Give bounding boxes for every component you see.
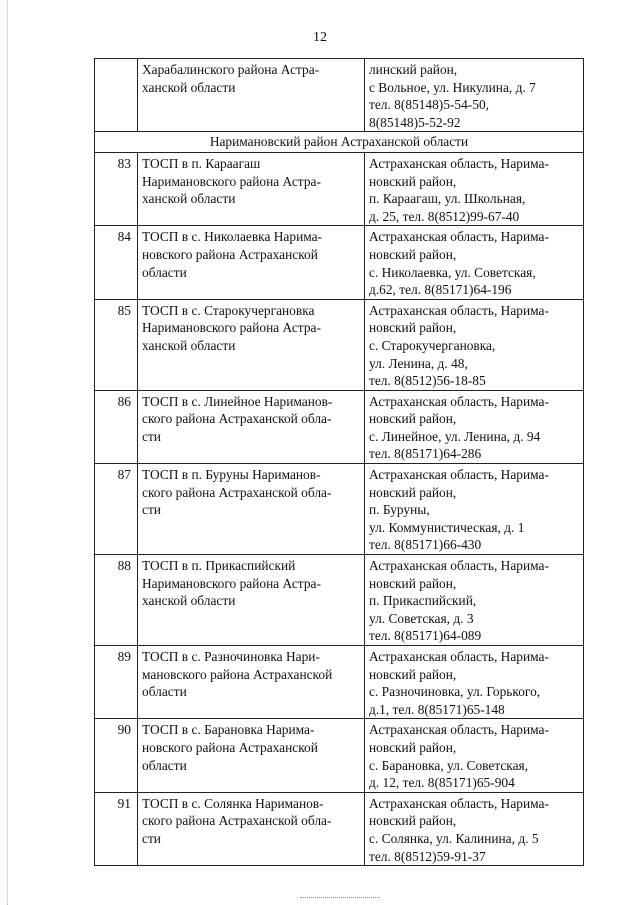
name-line: ского района Астраханской обла-: [142, 411, 332, 427]
name-line: ханской области: [142, 79, 236, 95]
address-cell: [365, 59, 584, 132]
organization-name-cell: [138, 646, 365, 719]
address-line: новский район,: [369, 813, 457, 829]
address-line: п. Прикаспийский,: [369, 593, 477, 609]
address-line: 8(85148)5-52-92: [369, 114, 461, 130]
address-cell: [365, 646, 584, 719]
organization-name-cell: [138, 299, 365, 390]
name-line: ханской области: [142, 337, 236, 353]
row-number-cell: 83: [95, 152, 138, 225]
name-line: Наримановского района Астра-: [142, 173, 321, 189]
address-line: новский район,: [369, 320, 457, 336]
table-row: [95, 792, 584, 865]
name-line: ТОСП в с. Старокучергановка: [142, 302, 315, 318]
address-line: п. Караагаш, ул. Школьная,: [369, 191, 526, 207]
organization-name-cell: [138, 59, 365, 132]
address-cell: [365, 719, 584, 792]
organization-name-cell: [138, 719, 365, 792]
name-line: ского района Астраханской обла-: [142, 484, 332, 500]
address-line: тел. 8(8512)59-91-37: [369, 848, 486, 864]
address-line: п. Буруны,: [369, 502, 430, 518]
name-line: Харабалинского района Астра-: [142, 62, 320, 77]
name-line: ТОСП в с. Линейное Нариманов-: [142, 393, 333, 409]
table-row: [95, 299, 584, 390]
name-line: ханской области: [142, 191, 236, 207]
address-line: д.1, тел. 8(85171)65-148: [369, 701, 505, 717]
address-line: Астраханская область, Нарима-: [369, 393, 549, 409]
name-line: области: [142, 264, 187, 280]
name-line: новского района Астраханской: [142, 739, 318, 755]
organization-name-cell: [138, 555, 365, 646]
table-row: [95, 152, 584, 225]
address-line: новский район,: [369, 246, 457, 262]
row-number-cell: 87: [95, 464, 138, 555]
row-number-cell: 85: [95, 299, 138, 390]
organization-name-cell: [138, 390, 365, 463]
address-cell: [365, 226, 584, 299]
address-cell: [365, 299, 584, 390]
page-number: 12: [313, 30, 327, 45]
table-row: [95, 226, 584, 299]
row-number-cell: 91: [95, 792, 138, 865]
name-line: ТОСП в с. Разночиновка Нари-: [142, 649, 320, 664]
name-line: сти: [142, 502, 161, 518]
address-line: ул. Коммунистическая, д. 1: [369, 519, 525, 535]
address-line: с. Барановка, ул. Советская,: [369, 757, 529, 773]
organization-name-cell: [138, 152, 365, 225]
table-row: [95, 464, 584, 555]
section-title: Наримановский район Астраханской области: [95, 132, 584, 153]
organization-name-cell: [138, 226, 365, 299]
row-number-cell: 88: [95, 555, 138, 646]
address-line: новский район,: [369, 739, 457, 755]
address-line: новский район,: [369, 411, 457, 427]
table-row: [95, 390, 584, 463]
row-number-cell: 86: [95, 390, 138, 463]
address-line: ул. Советская, д. 3: [369, 610, 474, 626]
address-cell: [365, 152, 584, 225]
table-row: [95, 719, 584, 792]
address-line: тел. 8(85171)64-089: [369, 628, 482, 644]
address-line: д.62, тел. 8(85171)64-196: [369, 282, 512, 298]
address-cell: [365, 390, 584, 463]
name-line: ского района Астраханской обла-: [142, 813, 332, 829]
name-line: сти: [142, 830, 161, 846]
row-number-cell: 84: [95, 226, 138, 299]
row-number-cell: [95, 59, 138, 132]
margin-rule: [7, 0, 8, 905]
address-line: д. 25, тел. 8(8512)99-67-40: [369, 208, 520, 224]
name-line: ТОСП в с. Солянка Нариманов-: [142, 795, 324, 811]
row-number-cell: 90: [95, 719, 138, 792]
name-line: сти: [142, 428, 161, 444]
scan-artifact: [300, 897, 380, 898]
name-line: ТОСП в п. Прикаспийский: [142, 558, 296, 574]
address-line: ул. Ленина, д. 48,: [369, 355, 468, 371]
name-line: ТОСП в п. Буруны Нариманов-: [142, 467, 321, 483]
organizations-table: [94, 58, 584, 866]
address-line: Астраханская область, Нарима-: [369, 649, 549, 664]
address-line: новский район,: [369, 666, 457, 682]
name-line: новского района Астраханской: [142, 246, 318, 262]
address-line: с. Старокучергановка,: [369, 337, 496, 353]
address-line: Астраханская область, Нарима-: [369, 558, 549, 574]
name-line: области: [142, 684, 187, 700]
address-line: Астраханская область, Нарима-: [369, 722, 549, 738]
address-line: д. 12, тел. 8(85171)65-904: [369, 775, 515, 791]
address-line: линский район,: [369, 62, 458, 77]
name-line: мановского района Астраханской: [142, 666, 333, 682]
address-cell: [365, 555, 584, 646]
address-line: тел. 8(85171)66-430: [369, 537, 482, 553]
table-row: [95, 646, 584, 719]
address-line: с. Линейное, ул. Ленина, д. 94: [369, 428, 541, 444]
name-line: Наримановского района Астра-: [142, 320, 321, 336]
name-line: ТОСП в с. Николаевка Нарима-: [142, 229, 323, 245]
address-cell: [365, 464, 584, 555]
address-line: Астраханская область, Нарима-: [369, 302, 549, 318]
address-line: Астраханская область, Нарима-: [369, 795, 549, 811]
address-line: Астраханская область, Нарима-: [369, 229, 549, 245]
address-line: новский район,: [369, 173, 457, 189]
address-line: с Вольное, ул. Никулина, д. 7: [369, 79, 536, 95]
name-line: Наримановского района Астра-: [142, 575, 321, 591]
address-line: новский район,: [369, 484, 457, 500]
table-row: [95, 555, 584, 646]
address-line: Астраханская область, Нарима-: [369, 155, 549, 171]
address-line: новский район,: [369, 575, 457, 591]
address-line: Астраханская область, Нарима-: [369, 467, 549, 483]
name-line: области: [142, 757, 187, 773]
organization-name-cell: [138, 464, 365, 555]
name-line: ТОСП в п. Караагаш: [142, 155, 261, 171]
organization-name-cell: [138, 792, 365, 865]
address-line: тел. 8(8512)56-18-85: [369, 373, 486, 389]
name-line: ТОСП в с. Барановка Нарима-: [142, 722, 315, 738]
name-line: ханской области: [142, 593, 236, 609]
address-line: тел. 8(85148)5-54-50,: [369, 97, 490, 113]
address-cell: [365, 792, 584, 865]
address-line: с. Николаевка, ул. Советская,: [369, 264, 536, 280]
row-number-cell: 89: [95, 646, 138, 719]
address-line: тел. 8(85171)64-286: [369, 446, 482, 462]
section-header-row: [95, 132, 584, 153]
address-line: с. Разночиновка, ул. Горького,: [369, 684, 541, 700]
address-line: с. Солянка, ул. Калинина, д. 5: [369, 830, 539, 846]
table-row-continued: [95, 59, 584, 132]
